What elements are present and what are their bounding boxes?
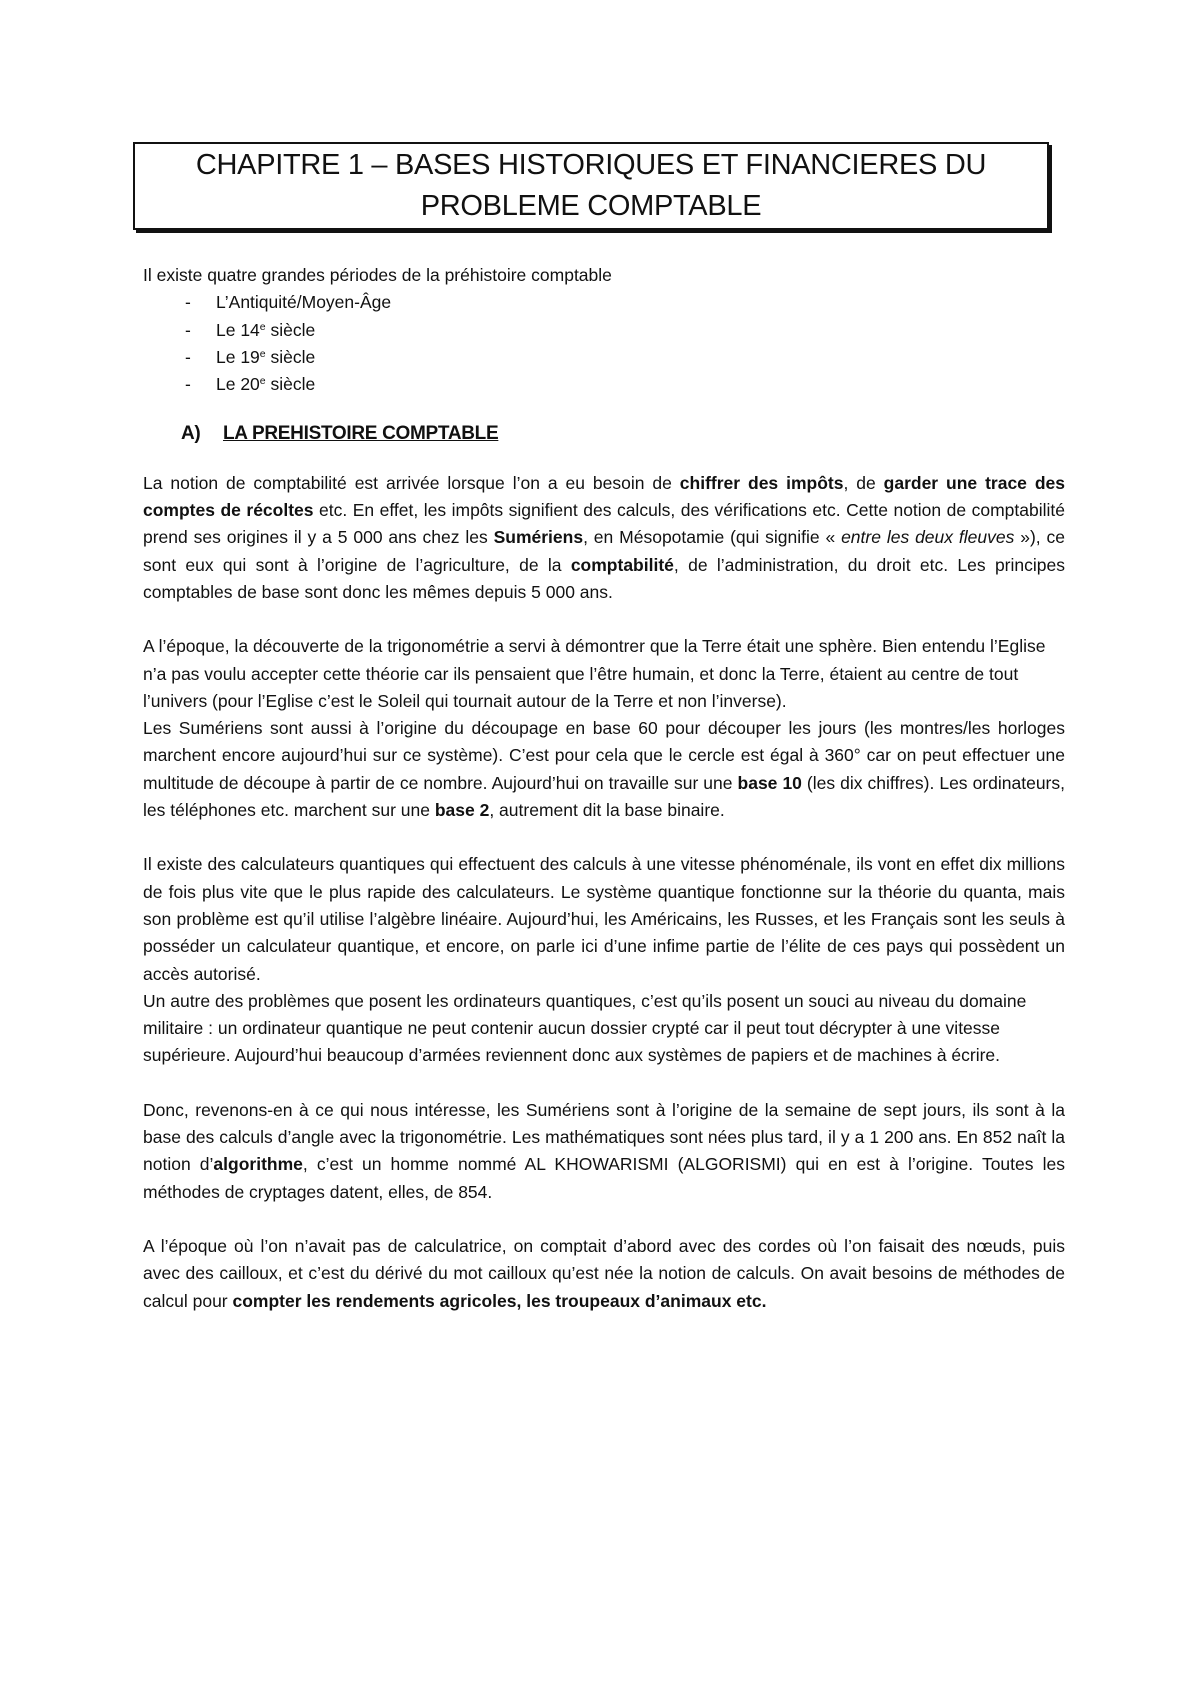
chapter-title-line-1: CHAPITRE 1 – BASES HISTORIQUES ET FINANCIERES DU — [195, 149, 987, 181]
list-item — [143, 371, 1065, 398]
periods-list — [143, 289, 1065, 398]
section-letter: A) — [181, 423, 201, 445]
paragraph-base-60: Les Sumériens sont aussi à l’origine du découpage en base 60 pour découper les jours (les montres/les horloges marchent encore aujourd’hui sur ce système). C’est pour cela que le cercle est égal à 360° car on peut effectuer une multitude de découpe à partir de ce nombre. Aujourd’hui on travaille sur une base 10 (les dix chiffres). Les ordinateurs, les téléphones etc. marchent sur une base 2, autrement dit la base binaire. — [143, 718, 1065, 821]
list-item-text: Le 20e siècle — [216, 374, 316, 395]
paragraph-military: Un autre des problèmes que posent les ordinateurs quantiques, c’est qu’ils posent un souci au niveau du domaine militaire : un ordinateur quantique ne peut contenir aucun dossier crypté car il peut tout décrypter à une vitesse supérieure. Aujourd’hui beaucoup d’armées reviennent donc aux systèmes de papiers et de machines à écrire. — [143, 990, 1027, 1066]
list-item — [143, 317, 1065, 344]
list-dash: - — [185, 374, 191, 395]
paragraph-algorithm: Donc, revenons-en à ce qui nous intéresse, les Sumériens sont à l’origine de la semaine de sept jours, ils sont à la base des calculs d’angle avec la trigonométrie. Les mathématiques sont nées plus tard, il y a 1 200 ans. En 852 naît la notion d’algorithme, c’est un homme nommé AL KHOWARISMI (ALGORISMI) qui en est à l’origine. Toutes les méthodes de cryptages datent, elles, de 854. — [143, 1099, 1065, 1202]
list-dash: - — [185, 292, 191, 313]
paragraph-quantum: Il existe des calculateurs quantiques qui effectuent des calculs à une vitesse phénoménale, ils vont en effet dix millions de fois plus vite que le plus rapide des calculateurs. Le système quantique fonctionne sur la théorie du quanta, mais son problème est qu’il utilise l’algèbre linéaire. Aujourd’hui, les Américains, les Russes, et les Français sont les seuls à posséder un calculateur quantique, et encore, on parle ici d’une infime partie de l’élite de ces pays qui possèdent un accès autorisé. — [143, 854, 1065, 984]
list-item-text: Le 14e siècle — [216, 319, 316, 340]
list-item-text: L’Antiquité/Moyen-Âge — [216, 292, 392, 313]
intro-text: Il existe quatre grandes périodes de la préhistoire comptable — [143, 265, 612, 285]
list-item — [143, 289, 1065, 316]
chapter-title — [196, 145, 986, 227]
paragraph-calculation: A l’époque où l’on n’avait pas de calculatrice, on comptait d’abord avec des cordes où l’on faisait des nœuds, puis avec des cailloux, et c’est du dérivé du mot cailloux qu’est née la notion de calculs. On avait besoins de méthodes de calcul pour compter les rendements agricoles, les troupeaux d’animaux etc. — [143, 1235, 1065, 1311]
section-title: LA PREHISTOIRE COMPTABLE — [223, 423, 499, 445]
paragraph-origins: La notion de comptabilité est arrivée lorsque l’on a eu besoin de chiffrer des impôts, de garder une trace des comptes de récoltes etc. En effet, les impôts signifient des calculs, des vérifications etc. Cette notion de comptabilité prend ses origines il y a 5 000 ans chez les Sumériens, en Mésopotamie (qui signifie « entre les deux fleuves »), ce sont eux qui sont à l’origine de l’agriculture, de la comptabilité, de l’administration, du droit etc. Les principes comptables de base sont donc les mêmes depuis 5 000 ans. — [143, 472, 1065, 602]
list-dash: - — [185, 319, 191, 340]
chapter-title-box — [133, 142, 1049, 230]
document-body — [143, 262, 1065, 1315]
section-heading — [143, 420, 1065, 447]
list-item-text: Le 19e siècle — [216, 346, 316, 367]
paragraph-trigonometry: A l’époque, la découverte de la trigonométrie a servi à démontrer que la Terre était une sphère. Bien entendu l’Eglise n’a pas voulu accepter cette théorie car ils pensaient que l’être humain, et donc la Terre, étaient au centre de tout l’univers (pour l’Eglise c’est le Soleil qui tournait autour de la Terre et non l’inverse). — [143, 636, 1046, 711]
list-dash: - — [185, 346, 191, 367]
list-item — [143, 344, 1065, 371]
chapter-title-line-2: PROBLEME COMPTABLE — [420, 190, 762, 222]
